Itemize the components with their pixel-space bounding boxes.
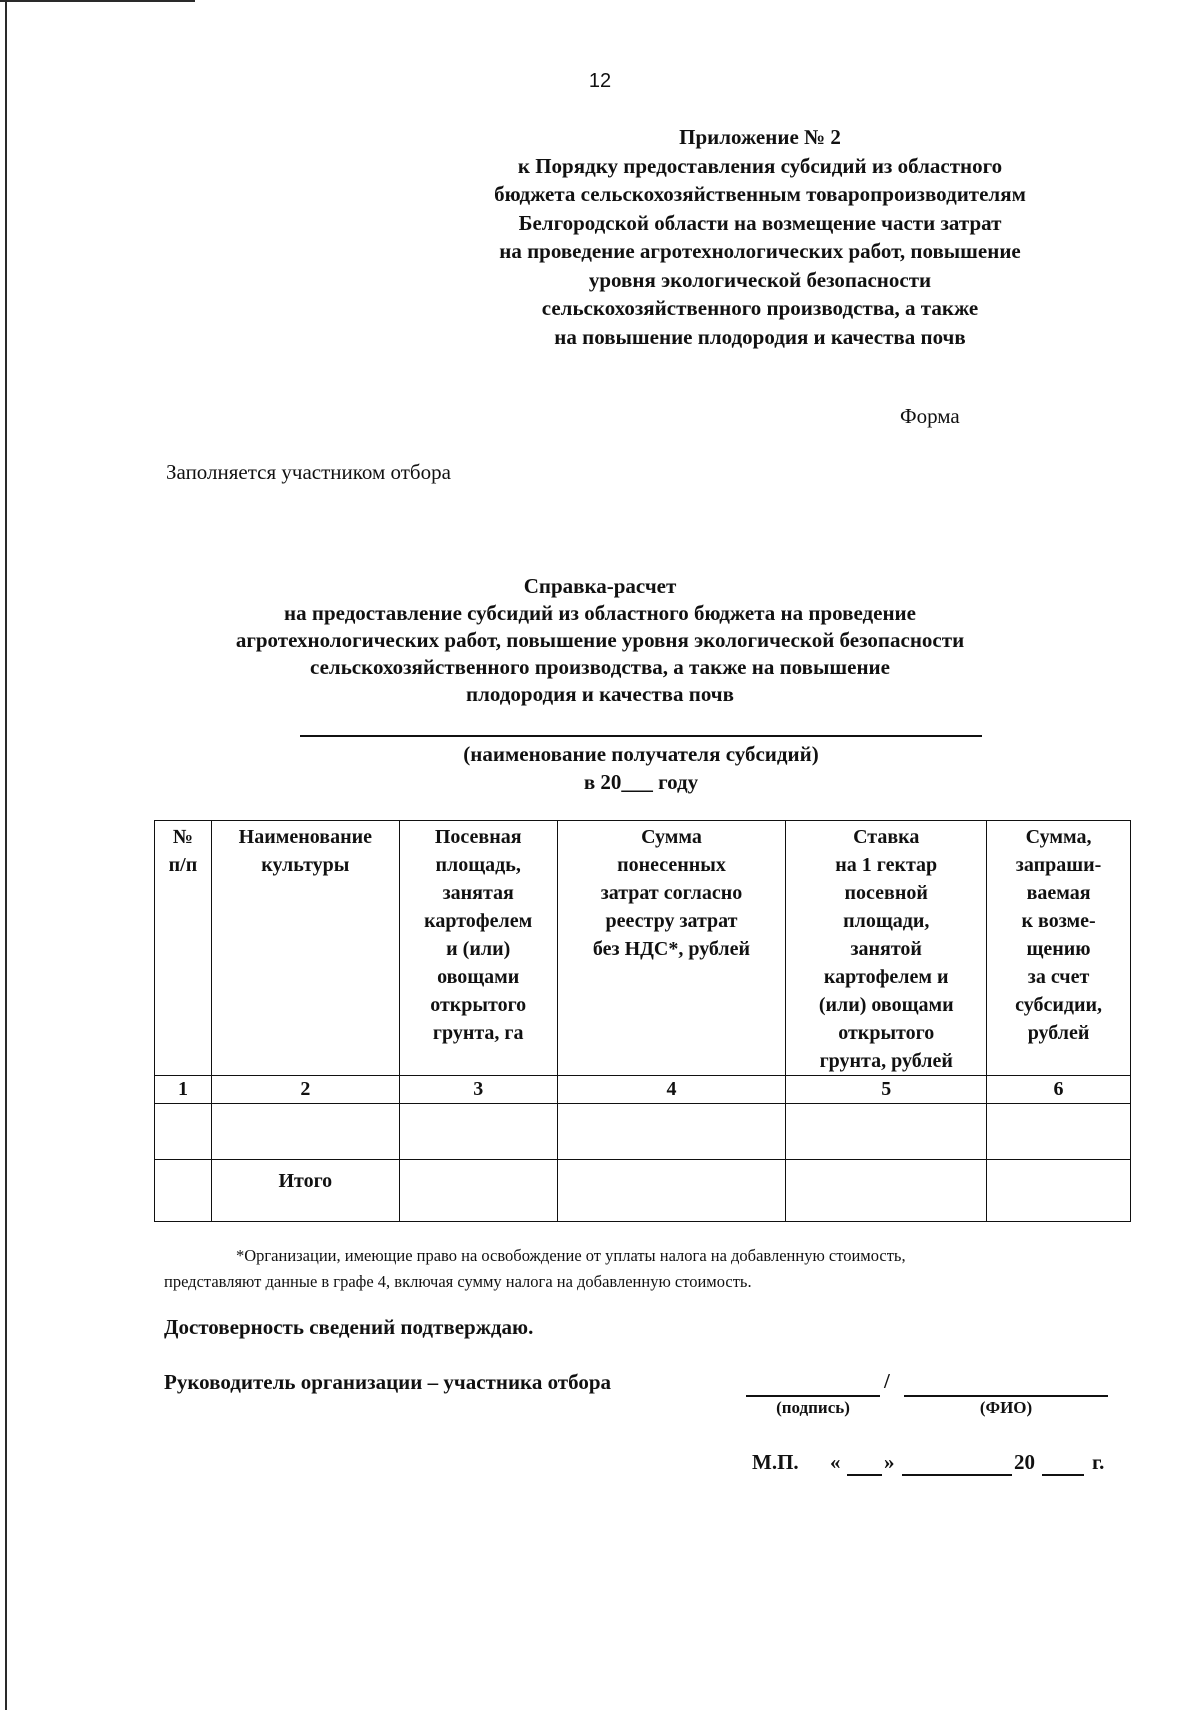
full-name-caption: (ФИО): [979, 1398, 1033, 1417]
table-header-row: [155, 821, 1131, 1076]
header-text: Ставка на 1 гектар посевной площади, занятой картофелем и (или) овощами открытого грунта, рублей: [818, 826, 954, 1072]
column-number: 6: [987, 1076, 1131, 1104]
form-label: Форма: [900, 404, 960, 428]
column-number: 3: [399, 1076, 557, 1104]
signature-caption: (подпись): [776, 1398, 850, 1417]
title-line: плодородия и качества почв: [466, 682, 734, 706]
recipient-name-field[interactable]: [300, 735, 982, 737]
column-number: 2: [211, 1076, 399, 1104]
year-suffix: г.: [1092, 1450, 1105, 1474]
header-cell: [211, 821, 399, 1076]
document-title: [150, 573, 1050, 708]
header-text: Сумма, запраши- ваемая к возме- щению за счет субсидии, рублей: [1015, 826, 1103, 1044]
total-label: Итого: [211, 1160, 399, 1222]
appendix-line: Белгородской области на возмещение части затрат: [518, 210, 1002, 235]
head-of-organization-label: Руководитель организации – участника отбора: [164, 1370, 612, 1394]
title-line: на предоставление субсидий из областного бюджета на проведение: [284, 601, 916, 625]
recipient-caption-block: [300, 740, 982, 796]
header-text: Посевная площадь, занятая картофелем и (или) овощами открытого грунта, га: [424, 826, 533, 1044]
table-cell[interactable]: [987, 1104, 1131, 1160]
month-field[interactable]: [902, 1474, 1012, 1476]
table-cell[interactable]: [155, 1104, 212, 1160]
page-number: 12: [588, 70, 612, 92]
table-cell[interactable]: [557, 1160, 786, 1222]
column-number: 4: [557, 1076, 786, 1104]
table-cell[interactable]: [786, 1160, 987, 1222]
appendix-line: уровня экологической безопасности: [588, 267, 932, 292]
filled-by-note: Заполняется участником отбора: [166, 460, 451, 484]
header-cell: [557, 821, 786, 1076]
close-quote: »: [884, 1450, 895, 1474]
calculation-table: [154, 820, 1131, 1222]
table-cell[interactable]: [399, 1160, 557, 1222]
appendix-line: сельскохозяйственного производства, а также: [541, 296, 979, 320]
header-cell: [987, 821, 1131, 1076]
title-line: Справка-расчет: [523, 574, 677, 598]
header-text: Наименование культуры: [238, 826, 372, 876]
stamp-label: М.П.: [752, 1450, 799, 1474]
recipient-caption: (наименование получателя субсидий): [463, 742, 819, 766]
year-label: в 20___ году: [583, 770, 699, 794]
confirmation-statement: Достоверность сведений подтверждаю.: [164, 1315, 534, 1339]
appendix-line: к Порядку предоставления субсидий из областного: [517, 153, 1003, 178]
header-cell: [786, 821, 987, 1076]
footnote: [164, 1243, 1116, 1295]
title-line: агротехнологических работ, повышение уровня экологической безопасности: [235, 628, 965, 652]
header-cell: [155, 821, 212, 1076]
title-line: сельскохозяйственного производства, а также на повышение: [310, 655, 890, 679]
year-prefix: 20: [1014, 1450, 1035, 1474]
table-cell[interactable]: [786, 1104, 987, 1160]
appendix-line: Приложение № 2: [679, 125, 841, 149]
table-cell[interactable]: [211, 1104, 399, 1160]
scan-edge-top: [0, 0, 195, 2]
appendix-line: бюджета сельскохозяйственным товаропроизводителям: [494, 182, 1026, 206]
table-row: [155, 1104, 1131, 1160]
table-cell[interactable]: [155, 1160, 212, 1222]
column-number: 5: [786, 1076, 987, 1104]
table-cell[interactable]: [987, 1160, 1131, 1222]
total-row: [155, 1160, 1131, 1222]
footnote-line: *Организации, имеющие право на освобождение от уплаты налога на добавленную стоимость,: [236, 1246, 906, 1265]
column-number: 1: [155, 1076, 212, 1104]
signature-field[interactable]: [746, 1395, 880, 1397]
year-field[interactable]: [1042, 1474, 1084, 1476]
appendix-line: на повышение плодородия и качества почв: [554, 324, 966, 349]
table-cell[interactable]: [399, 1104, 557, 1160]
appendix-line: на проведение агротехнологических работ, повышение: [499, 239, 1021, 263]
signature-slash: /: [884, 1369, 890, 1393]
column-number-row: [155, 1076, 1131, 1104]
footnote-line: представляют данные в графе 4, включая сумму налога на добавленную стоимость.: [164, 1272, 752, 1291]
header-cell: [399, 821, 557, 1076]
table-cell[interactable]: [557, 1104, 786, 1160]
scan-edge-left: [5, 0, 7, 1710]
appendix-header: [440, 123, 1080, 351]
open-quote: «: [830, 1450, 841, 1474]
header-text: № п/п: [168, 826, 198, 876]
day-field[interactable]: [847, 1474, 882, 1476]
stamp-date-row: [752, 1450, 1112, 1480]
header-text: Сумма понесенных затрат согласно реестру затрат без НДС*, рублей: [592, 826, 751, 960]
full-name-field[interactable]: [904, 1395, 1108, 1397]
